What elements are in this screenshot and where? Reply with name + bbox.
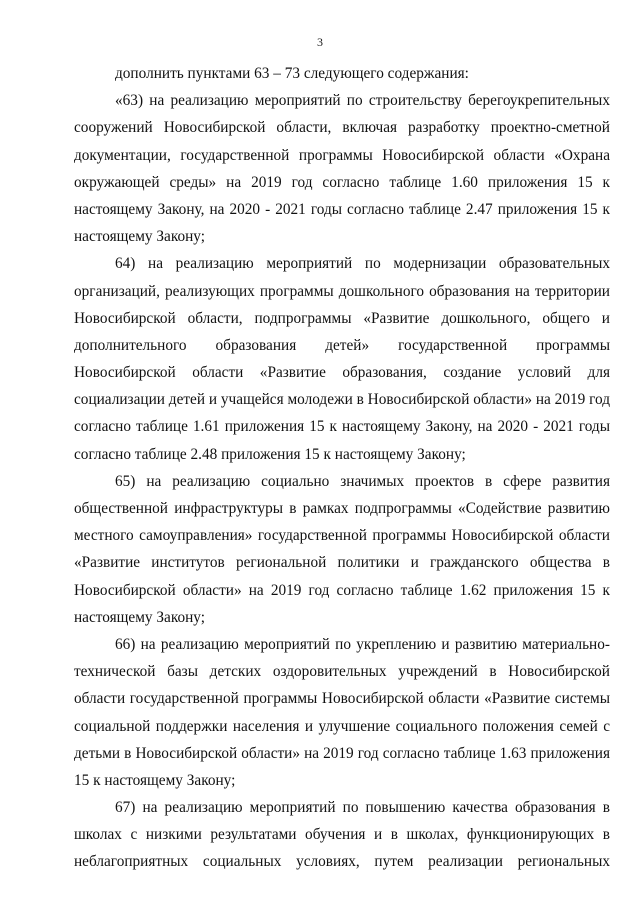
text-line: согласно таблице 2.48 приложения 15 к настоящему Закону; [74, 445, 466, 463]
text-line: детьми в Новосибирской области» на 2019 год согласно таблице 1.63 приложения [74, 744, 610, 762]
text-line: настоящему Закону, на 2020 - 2021 годы согласно таблице 2.47 приложения 15 к [74, 200, 610, 218]
text-line: 64) на реализацию мероприятий по модернизации образовательных [115, 255, 610, 273]
text-line: Новосибирской области» на 2019 год согласно таблице 1.62 приложения 15 к [74, 581, 610, 599]
text-line: 65) на реализацию социально значимых проектов в сфере развития [115, 472, 610, 490]
text-line: согласно таблице 1.61 приложения 15 к настоящему Закону, на 2020 - 2021 годы [74, 418, 610, 436]
text-line: 66) на реализацию мероприятий по укреплению и развитию материально- [115, 635, 610, 653]
page-number: 3 [317, 35, 323, 49]
text-line: документации, государственной программы Новосибирской области «Охрана [74, 146, 610, 164]
text-line: организаций, реализующих программы дошкольного образования на территории [74, 282, 610, 300]
text-line: школах с низкими результатами обучения и в школах, функционирующих в [74, 826, 610, 844]
text-line: «63) на реализацию мероприятий по строительству берегоукрепительных [115, 92, 610, 110]
text-line: сооружений Новосибирской области, включая разработку проектно-сметной [74, 119, 610, 137]
text-line: настоящему Закону; [74, 608, 206, 626]
text-line: 15 к настоящему Закону; [74, 771, 236, 789]
text-line: «Развитие институтов региональной политики и гражданского общества в [74, 554, 610, 572]
text-line: местного самоуправления» государственной программы Новосибирской области [74, 527, 610, 545]
text-line: области государственной программы Новосибирской области «Развитие системы [74, 690, 610, 708]
text-line: социальной поддержки населения и улучшение социального положения семей с [74, 717, 610, 735]
text-line: социализации детей и учащейся молодежи в Новосибирской области» на 2019 год [74, 391, 610, 409]
text-line: Новосибирской области, подпрограммы «Развитие дошкольного, общего и [74, 309, 610, 327]
text-line: настоящему Закону; [74, 228, 206, 246]
text-line: технической базы детских оздоровительных учреждений в Новосибирской [74, 663, 610, 681]
text-line: общественной инфраструктуры в рамках подпрограммы «Содействие развитию [74, 500, 610, 517]
document-body [74, 60, 610, 876]
text-line: Новосибирской области «Развитие образования, создание условий для [74, 364, 610, 382]
text-line: дополнить пунктами 63 – 73 следующего содержания: [115, 65, 469, 82]
text-line: окружающей среды» на 2019 год согласно таблице 1.60 приложения 15 к [74, 173, 610, 191]
text-line: дополнительного образования детей» государственной программы [74, 336, 610, 354]
text-line: неблагоприятных социальных условиях, путем реализации региональных [74, 853, 610, 871]
text-line: 67) на реализацию мероприятий по повышению качества образования в [115, 799, 610, 817]
